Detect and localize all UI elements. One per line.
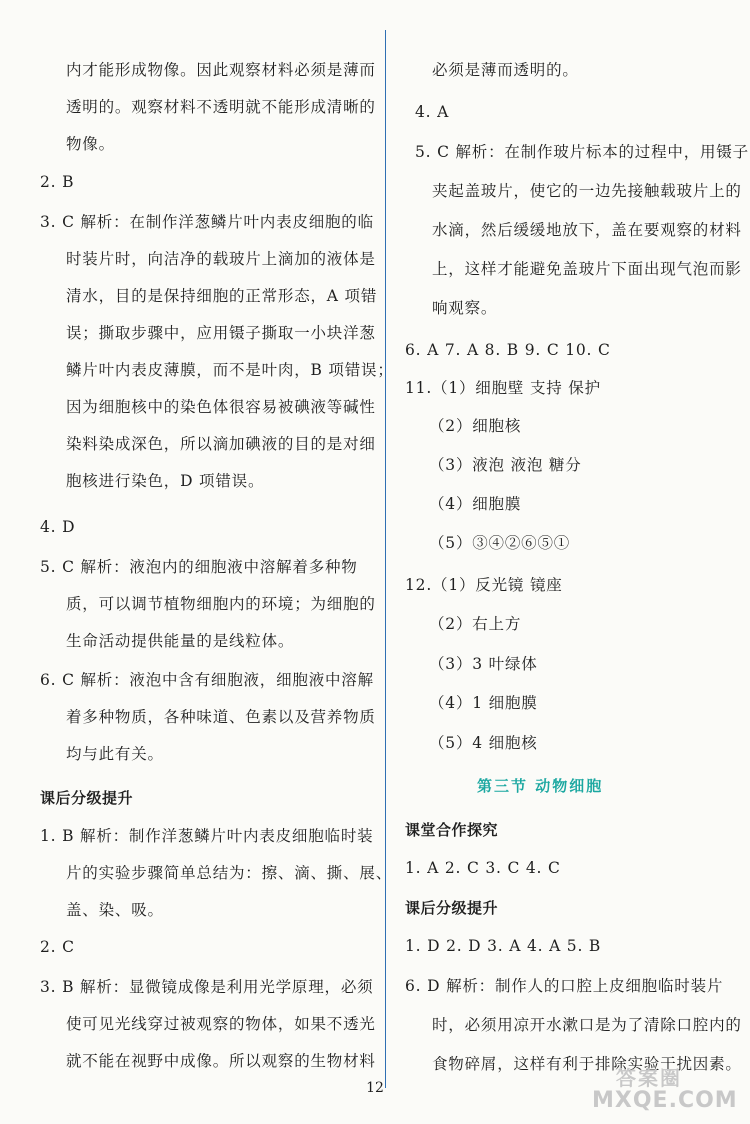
text-line: 着多种物质，各种味道、色素以及营养物质 bbox=[66, 708, 376, 726]
text-line: 误；撕取步骤中，应用镊子撕取一小块洋葱 bbox=[66, 324, 376, 342]
subheading: 课堂合作探究 bbox=[405, 821, 499, 839]
text-line: 响观察。 bbox=[432, 299, 498, 317]
answer-line: 3. B 解析：显微镜成像是利用光学原理，必须 bbox=[40, 978, 374, 996]
answer-line: 6. D 解析：制作人的口腔上皮细胞临时装片 bbox=[405, 977, 724, 995]
answer-line: 3. C 解析：在制作洋葱鳞片叶内表皮细胞的临 bbox=[40, 213, 374, 231]
page-number: 12 bbox=[366, 1080, 384, 1096]
section-title: 第三节 动物细胞 bbox=[477, 777, 604, 795]
answer-line: 1. B 解析：制作洋葱鳞片叶内表皮细胞临时装 bbox=[40, 827, 374, 845]
answer-line: 6. A 7. A 8. B 9. C 10. C bbox=[405, 341, 611, 359]
answer-line: 4. D bbox=[40, 518, 76, 536]
text-line: 食物碎屑，这样有利于排除实验干扰因素。 bbox=[432, 1055, 742, 1073]
answer-subline: （4）细胞膜 bbox=[429, 495, 522, 513]
answer-subline: （3）3 叶绿体 bbox=[429, 655, 538, 673]
column-divider bbox=[385, 30, 386, 1088]
text-line: 物像。 bbox=[66, 135, 115, 153]
text-line: 质，可以调节植物细胞内的环境；为细胞的 bbox=[66, 595, 376, 613]
text-line: 夹起盖玻片，使它的一边先接触载玻片上的 bbox=[432, 182, 742, 200]
text-line: 就不能在视野中成像。所以观察的生物材料 bbox=[66, 1052, 376, 1070]
answer-subline: （2）右上方 bbox=[429, 615, 522, 633]
watermark-logo bbox=[582, 1058, 742, 1118]
text-line: 上，这样才能避免盖玻片下面出现气泡而影 bbox=[432, 260, 742, 278]
subheading: 课后分级提升 bbox=[405, 899, 499, 917]
text-line: 透明的。观察材料不透明就不能形成清晰的 bbox=[66, 98, 376, 116]
subheading: 课后分级提升 bbox=[40, 789, 134, 807]
text-line: 水滴，然后缓缓地放下，盖在要观察的材料 bbox=[432, 221, 742, 239]
text-line: 染料染成深色，所以滴加碘液的目的是对细 bbox=[66, 435, 376, 453]
answer-subline: （5）4 细胞核 bbox=[429, 734, 538, 752]
text-line: 鳞片叶内表皮薄膜，而不是叶肉，B 项错误； bbox=[66, 361, 394, 379]
answer-line: 2. B bbox=[40, 173, 75, 191]
answer-line: 12.（1）反光镜 镜座 bbox=[405, 576, 563, 594]
text-line: 片的实验步骤简单总结为：擦、滴、撕、展、 bbox=[66, 864, 393, 882]
text-line: 生命活动提供能量的是线粒体。 bbox=[66, 632, 295, 650]
text-line: 内才能形成物像。因此观察材料必须是薄而 bbox=[66, 61, 376, 79]
text-line: 胞核进行染色，D 项错误。 bbox=[66, 472, 265, 490]
text-line: 因为细胞核中的染色体很容易被碘液等碱性 bbox=[66, 398, 376, 416]
text-line: 清水，目的是保持细胞的正常形态，A 项错 bbox=[66, 287, 378, 305]
answer-line: 2. C bbox=[40, 938, 75, 956]
text-line: 使可见光线穿过被观察的物体，如果不透光 bbox=[66, 1015, 376, 1033]
answer-line: 5. C 解析：液泡内的细胞液中溶解着多种物 bbox=[40, 558, 358, 576]
answer-line: 5. C 解析：在制作玻片标本的过程中，用镊子 bbox=[415, 143, 749, 161]
watermark-bottom: MXQE.COM bbox=[592, 1088, 738, 1113]
text-line: 盖、染、吸。 bbox=[66, 901, 164, 919]
text-line: 必须是薄而透明的。 bbox=[432, 61, 579, 79]
answer-subline: （5）③④②⑥⑤① bbox=[429, 534, 571, 552]
text-line: 时装片时，向洁净的载玻片上滴加的液体是 bbox=[66, 250, 376, 268]
answer-line: 1. D 2. D 3. A 4. A 5. B bbox=[405, 937, 602, 955]
answer-line: 1. A 2. C 3. C 4. C bbox=[405, 859, 561, 877]
answer-line: 11.（1）细胞壁 支持 保护 bbox=[405, 379, 601, 397]
text-line: 时，必须用凉开水漱口是为了清除口腔内的 bbox=[432, 1016, 742, 1034]
text-line: 均与此有关。 bbox=[66, 745, 164, 763]
answer-subline: （2）细胞核 bbox=[429, 417, 522, 435]
answer-subline: （3）液泡 液泡 糖分 bbox=[429, 456, 582, 474]
watermark-top: 答案圈 bbox=[616, 1066, 682, 1090]
answer-line: 6. C 解析：液泡中含有细胞液，细胞液中溶解 bbox=[40, 671, 374, 689]
answer-line: 4. A bbox=[415, 103, 450, 121]
answer-subline: （4）1 细胞膜 bbox=[429, 694, 538, 712]
